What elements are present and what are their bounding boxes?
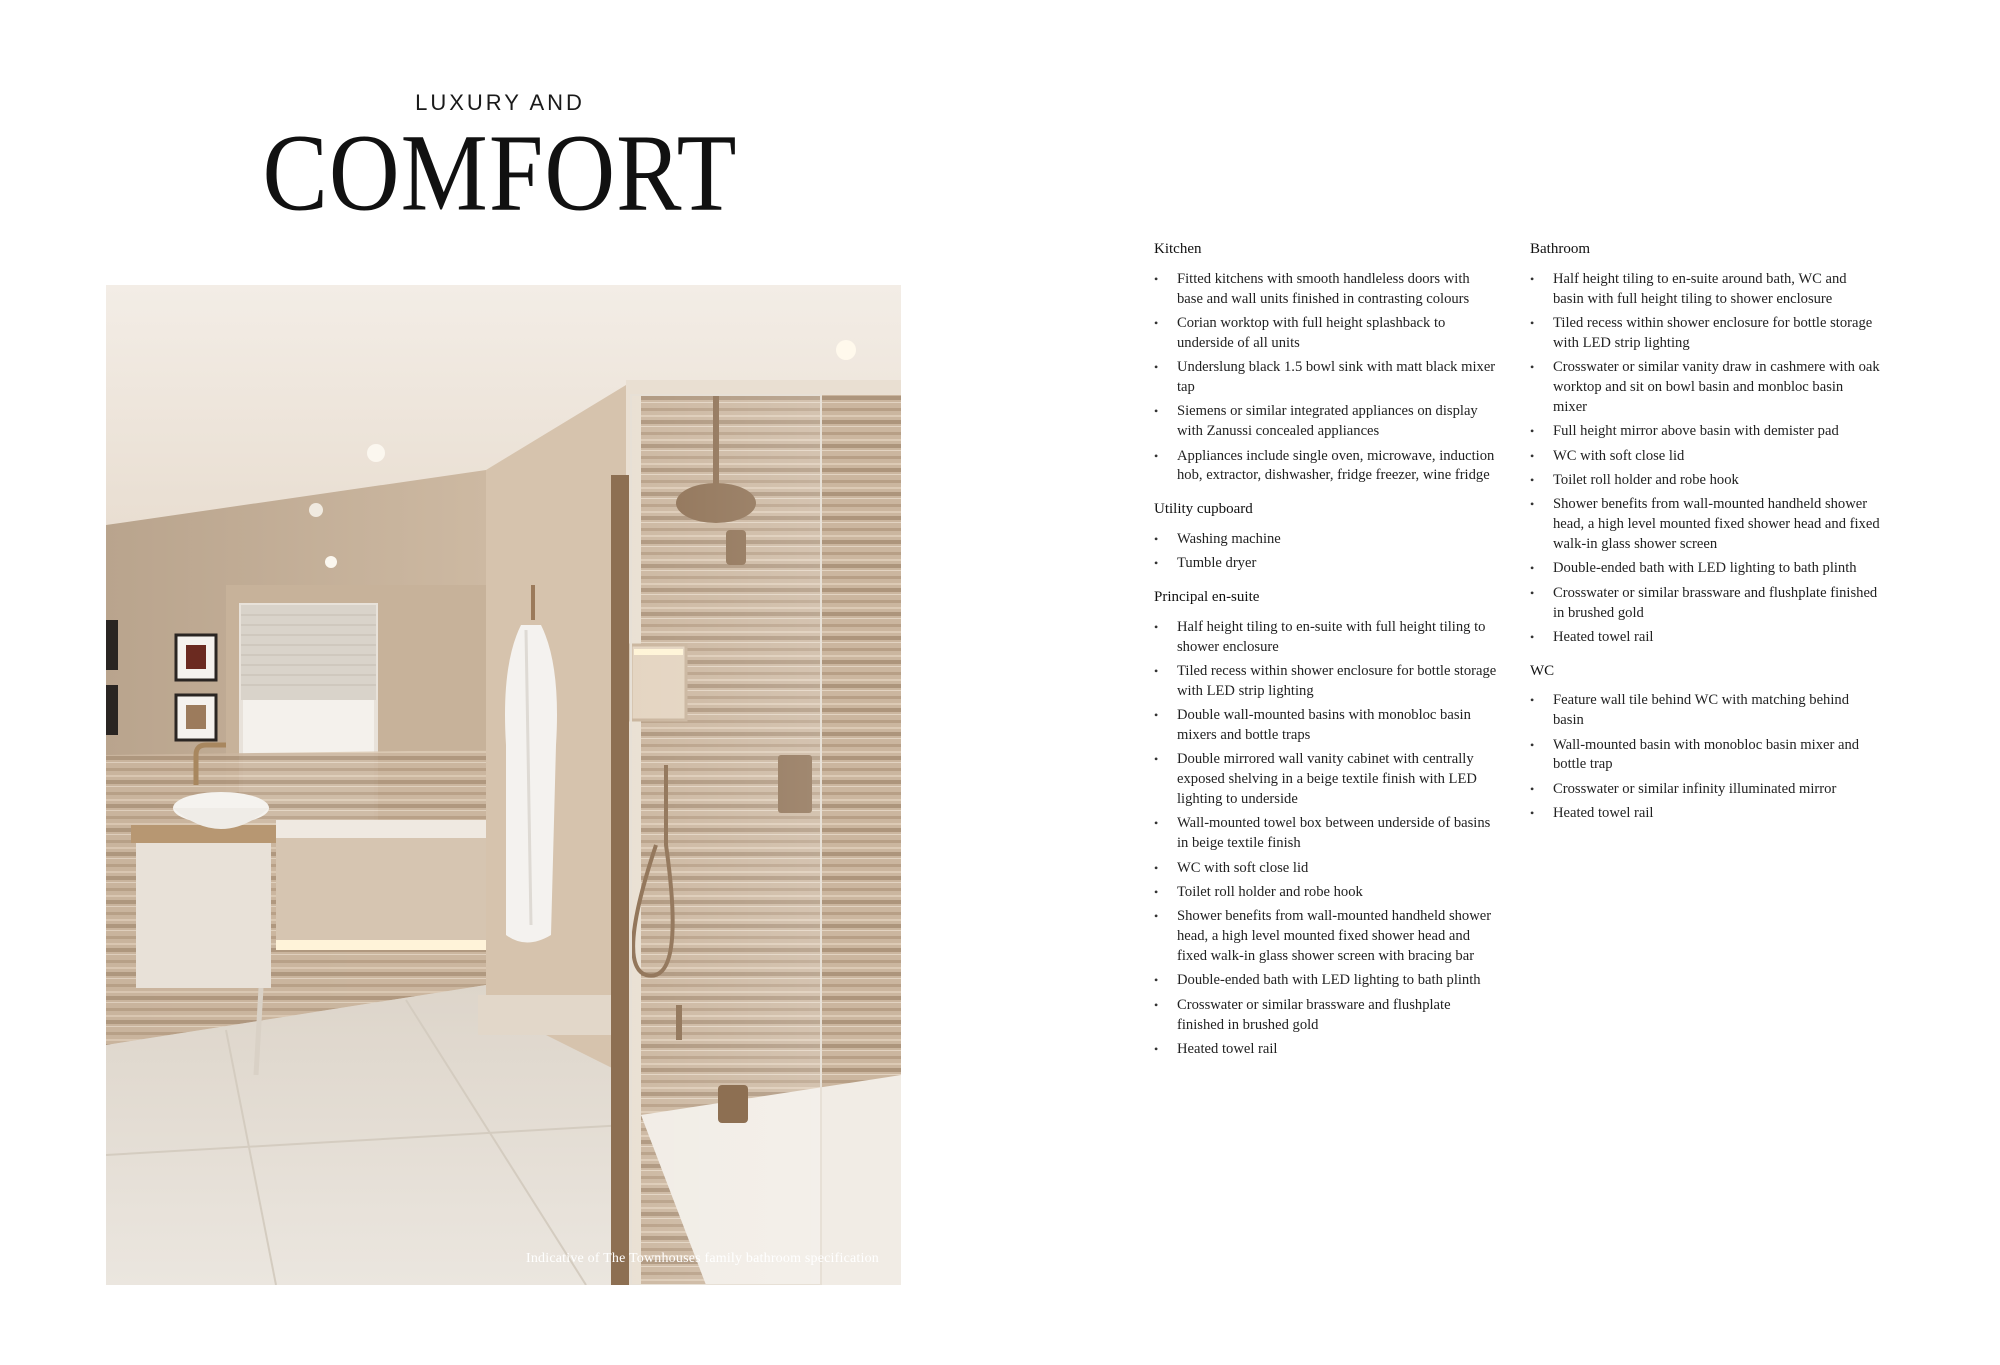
list-item: • Double wall-mounted basins with monobloc basin mixers and bottle traps	[1154, 706, 1499, 746]
list-item: • Fitted kitchens with smooth handleless doors with base and wall units finished in contrasting colours	[1154, 270, 1499, 310]
list-item: • Crosswater or similar brassware and flushplate finished in brushed gold	[1530, 584, 1880, 624]
list-item: • Crosswater or similar infinity illuminated mirror	[1530, 780, 1880, 800]
spec-column-right	[1530, 240, 1880, 838]
section-bathroom	[1530, 240, 1880, 648]
heading-kicker: LUXURY AND	[415, 90, 585, 115]
list-item: • Full height mirror above basin with demister pad	[1530, 422, 1880, 442]
image-caption: Indicative of The Townhouses family bathroom specification	[525, 1251, 879, 1266]
section-title: Bathroom	[1530, 241, 1590, 257]
list-item: • WC with soft close lid	[1154, 859, 1499, 879]
list-item: • Wall-mounted towel box between underside of basins in beige textile finish	[1154, 814, 1499, 854]
page-title: COMFORT	[262, 113, 738, 235]
section-title: WC	[1530, 662, 1555, 679]
list-item: • Heated towel rail	[1530, 628, 1880, 648]
list-item: • Heated towel rail	[1530, 804, 1880, 824]
list-item: • Wall-mounted basin with monobloc basin mixer and bottle trap	[1530, 736, 1880, 776]
list-item: • Toilet roll holder and robe hook	[1154, 883, 1499, 903]
list-item: • Corian worktop with full height splashback to underside of all units	[1154, 314, 1499, 354]
list-item: • Shower benefits from wall-mounted handheld shower head, a high level mounted fixed shower head and fixed walk-in glass shower screen with bracing bar	[1154, 907, 1499, 966]
list-item: • Toilet roll holder and robe hook	[1530, 471, 1880, 491]
list-item: • Feature wall tile behind WC with matching behind basin	[1530, 691, 1880, 731]
list-item: • Half height tiling to en-suite with full height tiling to shower enclosure	[1154, 618, 1499, 658]
section-title: Kitchen	[1154, 241, 1202, 257]
list-item: • Crosswater or similar brassware and flushplate finished in brushed gold	[1154, 996, 1499, 1036]
spec-column-left	[1154, 240, 1499, 1074]
list-item: • Appliances include single oven, microwave, induction hob, extractor, dishwasher, fridge freezer, wine fridge	[1154, 447, 1499, 487]
list-item: • Tiled recess within shower enclosure for bottle storage with LED strip lighting	[1530, 314, 1880, 354]
section-title: Principal en-suite	[1154, 589, 1260, 606]
list-item: • Washing machine	[1154, 530, 1499, 550]
section-principal-en-suite	[1154, 588, 1499, 1060]
list-item: • Shower benefits from wall-mounted handheld shower head, a high level mounted fixed shower head and fixed walk-in glass shower screen	[1530, 495, 1880, 554]
section-wc	[1530, 662, 1880, 824]
list-item: • Tumble dryer	[1154, 554, 1499, 574]
list-item: • Underslung black 1.5 bowl sink with matt black mixer tap	[1154, 358, 1499, 398]
list-item: • Double mirrored wall vanity cabinet with centrally exposed shelving in a beige textile finish with LED lighting to underside	[1154, 750, 1499, 809]
list-item: • Tiled recess within shower enclosure for bottle storage with LED strip lighting	[1154, 662, 1499, 702]
list-item: • Half height tiling to en-suite around bath, WC and basin with full height tiling to shower enclosure	[1530, 270, 1880, 310]
list-item: • WC with soft close lid	[1530, 447, 1880, 467]
list-item: • Crosswater or similar vanity draw in cashmere with oak worktop and sit on bowl basin and monbloc basin mixer	[1530, 358, 1880, 417]
section-title: Utility cupboard	[1154, 501, 1253, 518]
section-kitchen	[1154, 240, 1499, 486]
bathroom-illustration	[106, 285, 901, 1285]
section-utility-cupboard	[1154, 500, 1499, 574]
list-item: • Siemens or similar integrated appliances on display with Zanussi concealed appliances	[1154, 402, 1499, 442]
list-item: • Heated towel rail	[1154, 1040, 1499, 1060]
list-item: • Double-ended bath with LED lighting to bath plinth	[1530, 559, 1880, 579]
list-item: • Double-ended bath with LED lighting to bath plinth	[1154, 971, 1499, 991]
